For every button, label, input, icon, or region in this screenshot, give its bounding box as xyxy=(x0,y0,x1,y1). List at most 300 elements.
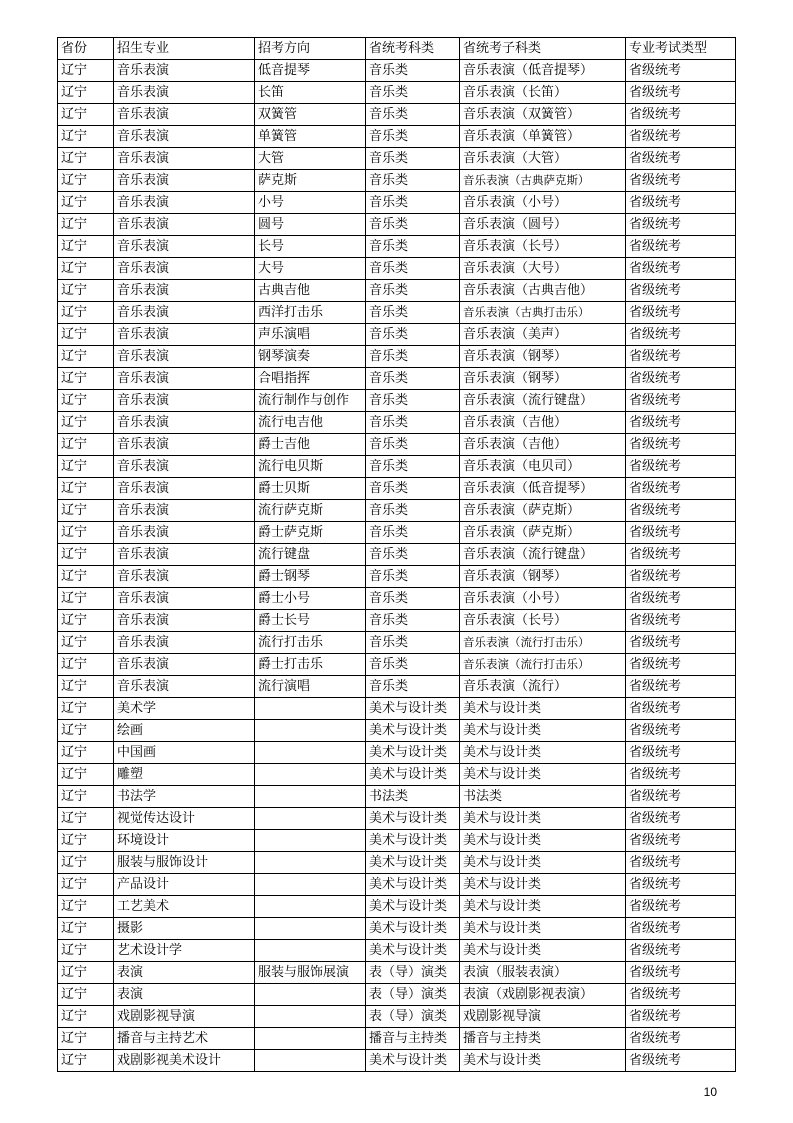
cell-province: 辽宁 xyxy=(58,192,114,214)
cell-major: 音乐表演 xyxy=(114,566,255,588)
cell-exam-type: 省级统考 xyxy=(626,720,736,742)
cell-major: 中国画 xyxy=(114,742,255,764)
cell-exam-subcategory: 音乐表演（钢琴） xyxy=(460,368,626,390)
cell-major: 音乐表演 xyxy=(114,390,255,412)
cell-direction: 合唱指挥 xyxy=(255,368,366,390)
cell-direction: 爵士贝斯 xyxy=(255,478,366,500)
header-province: 省份 xyxy=(58,38,114,60)
cell-province: 辽宁 xyxy=(58,478,114,500)
cell-exam-subcategory: 音乐表演（古典萨克斯） xyxy=(460,170,626,192)
table-row xyxy=(58,830,736,852)
cell-exam-type: 省级统考 xyxy=(626,346,736,368)
cell-province: 辽宁 xyxy=(58,1028,114,1050)
cell-exam-subcategory: 美术与设计类 xyxy=(460,940,626,962)
cell-province: 辽宁 xyxy=(58,852,114,874)
cell-major: 音乐表演 xyxy=(114,368,255,390)
cell-exam-type: 省级统考 xyxy=(626,302,736,324)
cell-major: 音乐表演 xyxy=(114,104,255,126)
cell-province: 辽宁 xyxy=(58,962,114,984)
cell-province: 辽宁 xyxy=(58,544,114,566)
cell-exam-subcategory: 音乐表演（吉他） xyxy=(460,412,626,434)
table-row xyxy=(58,280,736,302)
cell-province: 辽宁 xyxy=(58,60,114,82)
header-major: 招生专业 xyxy=(114,38,255,60)
cell-province: 辽宁 xyxy=(58,896,114,918)
cell-exam-category: 音乐类 xyxy=(366,192,460,214)
table-row xyxy=(58,940,736,962)
cell-major: 音乐表演 xyxy=(114,346,255,368)
header-direction: 招考方向 xyxy=(255,38,366,60)
table-header-row xyxy=(58,38,736,60)
cell-major: 工艺美术 xyxy=(114,896,255,918)
cell-exam-category: 表（导）演类 xyxy=(366,1006,460,1028)
cell-exam-type: 省级统考 xyxy=(626,390,736,412)
cell-major: 艺术设计学 xyxy=(114,940,255,962)
cell-direction xyxy=(255,808,366,830)
cell-exam-subcategory: 书法类 xyxy=(460,786,626,808)
table-row xyxy=(58,610,736,632)
cell-exam-category: 音乐类 xyxy=(366,522,460,544)
cell-exam-category: 美术与设计类 xyxy=(366,742,460,764)
cell-exam-category: 音乐类 xyxy=(366,368,460,390)
cell-province: 辽宁 xyxy=(58,632,114,654)
cell-major: 音乐表演 xyxy=(114,412,255,434)
cell-direction xyxy=(255,852,366,874)
cell-province: 辽宁 xyxy=(58,764,114,786)
cell-province: 辽宁 xyxy=(58,456,114,478)
cell-direction: 小号 xyxy=(255,192,366,214)
cell-direction: 服装与服饰展演 xyxy=(255,962,366,984)
cell-province: 辽宁 xyxy=(58,412,114,434)
cell-major: 音乐表演 xyxy=(114,324,255,346)
cell-exam-type: 省级统考 xyxy=(626,324,736,346)
table-row xyxy=(58,456,736,478)
cell-exam-type: 省级统考 xyxy=(626,544,736,566)
cell-exam-category: 音乐类 xyxy=(366,566,460,588)
cell-direction: 声乐演唱 xyxy=(255,324,366,346)
table-row xyxy=(58,60,736,82)
cell-exam-subcategory: 音乐表演（圆号） xyxy=(460,214,626,236)
cell-exam-type: 省级统考 xyxy=(626,522,736,544)
table-row xyxy=(58,764,736,786)
cell-direction xyxy=(255,1028,366,1050)
cell-exam-type: 省级统考 xyxy=(626,940,736,962)
cell-exam-type: 省级统考 xyxy=(626,632,736,654)
cell-exam-subcategory: 音乐表演（萨克斯） xyxy=(460,500,626,522)
cell-exam-category: 音乐类 xyxy=(366,104,460,126)
cell-major: 音乐表演 xyxy=(114,500,255,522)
table-row xyxy=(58,324,736,346)
cell-direction: 爵士钢琴 xyxy=(255,566,366,588)
table-row xyxy=(58,148,736,170)
cell-exam-subcategory: 美术与设计类 xyxy=(460,742,626,764)
cell-exam-category: 播音与主持类 xyxy=(366,1028,460,1050)
cell-exam-type: 省级统考 xyxy=(626,478,736,500)
cell-major: 美术学 xyxy=(114,698,255,720)
table-row xyxy=(58,654,736,676)
table-row xyxy=(58,852,736,874)
cell-exam-category: 音乐类 xyxy=(366,170,460,192)
cell-major: 音乐表演 xyxy=(114,302,255,324)
cell-province: 辽宁 xyxy=(58,390,114,412)
cell-exam-category: 音乐类 xyxy=(366,214,460,236)
cell-exam-type: 省级统考 xyxy=(626,500,736,522)
cell-province: 辽宁 xyxy=(58,940,114,962)
table-row xyxy=(58,698,736,720)
cell-exam-category: 音乐类 xyxy=(366,302,460,324)
cell-exam-category: 音乐类 xyxy=(366,390,460,412)
cell-exam-category: 美术与设计类 xyxy=(366,764,460,786)
cell-exam-type: 省级统考 xyxy=(626,280,736,302)
cell-major: 播音与主持艺术 xyxy=(114,1028,255,1050)
cell-direction xyxy=(255,720,366,742)
page-number: 10 xyxy=(703,1085,717,1099)
cell-province: 辽宁 xyxy=(58,566,114,588)
cell-major: 音乐表演 xyxy=(114,676,255,698)
cell-exam-category: 美术与设计类 xyxy=(366,698,460,720)
cell-province: 辽宁 xyxy=(58,742,114,764)
table-row xyxy=(58,104,736,126)
cell-exam-subcategory: 音乐表演（小号） xyxy=(460,192,626,214)
cell-exam-subcategory: 音乐表演（流行） xyxy=(460,676,626,698)
cell-direction: 双簧管 xyxy=(255,104,366,126)
cell-exam-category: 音乐类 xyxy=(366,588,460,610)
table-row xyxy=(58,962,736,984)
cell-direction: 大号 xyxy=(255,258,366,280)
cell-exam-type: 省级统考 xyxy=(626,368,736,390)
cell-direction: 西洋打击乐 xyxy=(255,302,366,324)
cell-province: 辽宁 xyxy=(58,280,114,302)
table-row xyxy=(58,742,736,764)
cell-province: 辽宁 xyxy=(58,236,114,258)
table-row xyxy=(58,676,736,698)
cell-province: 辽宁 xyxy=(58,1050,114,1072)
cell-province: 辽宁 xyxy=(58,874,114,896)
cell-direction xyxy=(255,786,366,808)
cell-direction: 爵士长号 xyxy=(255,610,366,632)
cell-direction: 流行制作与创作 xyxy=(255,390,366,412)
cell-exam-subcategory: 音乐表演（吉他） xyxy=(460,434,626,456)
cell-exam-category: 美术与设计类 xyxy=(366,852,460,874)
cell-major: 戏剧影视美术设计 xyxy=(114,1050,255,1072)
cell-province: 辽宁 xyxy=(58,720,114,742)
table-row xyxy=(58,1028,736,1050)
cell-exam-type: 省级统考 xyxy=(626,654,736,676)
table-row xyxy=(58,522,736,544)
cell-direction: 大管 xyxy=(255,148,366,170)
table-row xyxy=(58,236,736,258)
cell-direction: 流行电贝斯 xyxy=(255,456,366,478)
cell-exam-category: 美术与设计类 xyxy=(366,874,460,896)
cell-major: 音乐表演 xyxy=(114,60,255,82)
cell-exam-subcategory: 播音与主持类 xyxy=(460,1028,626,1050)
cell-exam-category: 表（导）演类 xyxy=(366,962,460,984)
cell-exam-type: 省级统考 xyxy=(626,126,736,148)
cell-exam-type: 省级统考 xyxy=(626,566,736,588)
cell-province: 辽宁 xyxy=(58,170,114,192)
cell-exam-subcategory: 美术与设计类 xyxy=(460,698,626,720)
cell-exam-subcategory: 美术与设计类 xyxy=(460,874,626,896)
cell-province: 辽宁 xyxy=(58,984,114,1006)
cell-province: 辽宁 xyxy=(58,918,114,940)
cell-exam-category: 美术与设计类 xyxy=(366,940,460,962)
cell-major: 雕塑 xyxy=(114,764,255,786)
cell-exam-type: 省级统考 xyxy=(626,764,736,786)
cell-province: 辽宁 xyxy=(58,346,114,368)
cell-exam-subcategory: 音乐表演（单簧管） xyxy=(460,126,626,148)
table-row xyxy=(58,786,736,808)
cell-direction xyxy=(255,764,366,786)
header-exam-type: 专业考试类型 xyxy=(626,38,736,60)
cell-exam-type: 省级统考 xyxy=(626,676,736,698)
cell-exam-category: 音乐类 xyxy=(366,610,460,632)
cell-major: 音乐表演 xyxy=(114,522,255,544)
cell-exam-subcategory: 音乐表演（古典吉他） xyxy=(460,280,626,302)
table-row xyxy=(58,720,736,742)
cell-exam-category: 音乐类 xyxy=(366,258,460,280)
cell-exam-type: 省级统考 xyxy=(626,698,736,720)
cell-major: 音乐表演 xyxy=(114,214,255,236)
cell-exam-category: 音乐类 xyxy=(366,500,460,522)
table-row xyxy=(58,632,736,654)
table-row xyxy=(58,412,736,434)
cell-exam-type: 省级统考 xyxy=(626,192,736,214)
cell-province: 辽宁 xyxy=(58,302,114,324)
cell-direction: 长号 xyxy=(255,236,366,258)
cell-exam-type: 省级统考 xyxy=(626,148,736,170)
cell-exam-subcategory: 音乐表演（流行打击乐） xyxy=(460,654,626,676)
cell-province: 辽宁 xyxy=(58,214,114,236)
cell-major: 视觉传达设计 xyxy=(114,808,255,830)
cell-exam-subcategory: 音乐表演（低音提琴） xyxy=(460,60,626,82)
cell-province: 辽宁 xyxy=(58,654,114,676)
cell-major: 音乐表演 xyxy=(114,192,255,214)
header-exam-category: 省统考科类 xyxy=(366,38,460,60)
table-row xyxy=(58,1050,736,1072)
cell-exam-type: 省级统考 xyxy=(626,214,736,236)
cell-direction xyxy=(255,698,366,720)
table-row xyxy=(58,192,736,214)
cell-major: 音乐表演 xyxy=(114,610,255,632)
cell-direction: 爵士小号 xyxy=(255,588,366,610)
cell-major: 摄影 xyxy=(114,918,255,940)
cell-direction xyxy=(255,742,366,764)
cell-exam-category: 表（导）演类 xyxy=(366,984,460,1006)
table-row xyxy=(58,434,736,456)
cell-exam-subcategory: 音乐表演（流行键盘） xyxy=(460,390,626,412)
cell-direction: 流行打击乐 xyxy=(255,632,366,654)
cell-major: 音乐表演 xyxy=(114,170,255,192)
cell-province: 辽宁 xyxy=(58,610,114,632)
cell-province: 辽宁 xyxy=(58,148,114,170)
cell-direction xyxy=(255,896,366,918)
cell-province: 辽宁 xyxy=(58,808,114,830)
cell-exam-category: 音乐类 xyxy=(366,148,460,170)
cell-exam-subcategory: 音乐表演（流行键盘） xyxy=(460,544,626,566)
cell-exam-category: 美术与设计类 xyxy=(366,808,460,830)
table-row xyxy=(58,258,736,280)
cell-exam-subcategory: 美术与设计类 xyxy=(460,830,626,852)
cell-exam-subcategory: 美术与设计类 xyxy=(460,896,626,918)
table-row xyxy=(58,368,736,390)
cell-exam-subcategory: 美术与设计类 xyxy=(460,764,626,786)
cell-exam-category: 音乐类 xyxy=(366,654,460,676)
cell-exam-category: 音乐类 xyxy=(366,346,460,368)
cell-exam-subcategory: 音乐表演（长号） xyxy=(460,610,626,632)
header-exam-subcategory: 省统考子科类 xyxy=(460,38,626,60)
cell-exam-type: 省级统考 xyxy=(626,610,736,632)
table-row xyxy=(58,82,736,104)
cell-direction: 圆号 xyxy=(255,214,366,236)
cell-province: 辽宁 xyxy=(58,324,114,346)
cell-major: 音乐表演 xyxy=(114,654,255,676)
cell-exam-type: 省级统考 xyxy=(626,1006,736,1028)
cell-direction: 流行键盘 xyxy=(255,544,366,566)
table-row xyxy=(58,544,736,566)
cell-major: 音乐表演 xyxy=(114,236,255,258)
table-row xyxy=(58,214,736,236)
cell-direction xyxy=(255,1006,366,1028)
table-row xyxy=(58,808,736,830)
cell-exam-category: 美术与设计类 xyxy=(366,720,460,742)
cell-direction xyxy=(255,984,366,1006)
cell-exam-type: 省级统考 xyxy=(626,830,736,852)
cell-direction: 单簧管 xyxy=(255,126,366,148)
cell-major: 音乐表演 xyxy=(114,148,255,170)
cell-exam-type: 省级统考 xyxy=(626,852,736,874)
cell-province: 辽宁 xyxy=(58,522,114,544)
cell-major: 表演 xyxy=(114,962,255,984)
cell-exam-subcategory: 音乐表演（古典打击乐） xyxy=(460,302,626,324)
cell-direction: 流行电吉他 xyxy=(255,412,366,434)
table-row xyxy=(58,918,736,940)
cell-exam-category: 美术与设计类 xyxy=(366,830,460,852)
cell-major: 音乐表演 xyxy=(114,456,255,478)
cell-exam-category: 书法类 xyxy=(366,786,460,808)
table-row xyxy=(58,478,736,500)
cell-province: 辽宁 xyxy=(58,830,114,852)
cell-exam-subcategory: 表演（戏剧影视表演） xyxy=(460,984,626,1006)
cell-exam-subcategory: 美术与设计类 xyxy=(460,852,626,874)
cell-major: 音乐表演 xyxy=(114,258,255,280)
cell-major: 音乐表演 xyxy=(114,632,255,654)
cell-direction: 流行萨克斯 xyxy=(255,500,366,522)
cell-direction xyxy=(255,1050,366,1072)
table-row xyxy=(58,984,736,1006)
cell-direction: 爵士萨克斯 xyxy=(255,522,366,544)
cell-province: 辽宁 xyxy=(58,368,114,390)
cell-exam-subcategory: 音乐表演（美声） xyxy=(460,324,626,346)
cell-exam-subcategory: 美术与设计类 xyxy=(460,1050,626,1072)
table-row xyxy=(58,390,736,412)
cell-major: 音乐表演 xyxy=(114,434,255,456)
cell-direction: 古典吉他 xyxy=(255,280,366,302)
cell-exam-category: 音乐类 xyxy=(366,434,460,456)
cell-exam-type: 省级统考 xyxy=(626,456,736,478)
table-row xyxy=(58,566,736,588)
cell-direction: 流行演唱 xyxy=(255,676,366,698)
cell-major: 绘画 xyxy=(114,720,255,742)
cell-province: 辽宁 xyxy=(58,676,114,698)
cell-direction: 爵士吉他 xyxy=(255,434,366,456)
cell-major: 书法学 xyxy=(114,786,255,808)
cell-exam-subcategory: 音乐表演（双簧管） xyxy=(460,104,626,126)
admissions-table xyxy=(57,37,736,1072)
cell-exam-category: 美术与设计类 xyxy=(366,896,460,918)
cell-exam-type: 省级统考 xyxy=(626,808,736,830)
cell-exam-category: 音乐类 xyxy=(366,478,460,500)
cell-major: 音乐表演 xyxy=(114,588,255,610)
cell-major: 戏剧影视导演 xyxy=(114,1006,255,1028)
cell-province: 辽宁 xyxy=(58,434,114,456)
cell-exam-subcategory: 音乐表演（钢琴） xyxy=(460,566,626,588)
cell-exam-category: 音乐类 xyxy=(366,236,460,258)
cell-exam-category: 音乐类 xyxy=(366,60,460,82)
cell-exam-subcategory: 美术与设计类 xyxy=(460,720,626,742)
cell-exam-type: 省级统考 xyxy=(626,412,736,434)
table-row xyxy=(58,170,736,192)
cell-province: 辽宁 xyxy=(58,500,114,522)
cell-exam-category: 音乐类 xyxy=(366,456,460,478)
cell-major: 音乐表演 xyxy=(114,478,255,500)
cell-direction xyxy=(255,918,366,940)
cell-direction xyxy=(255,830,366,852)
cell-exam-subcategory: 音乐表演（流行打击乐） xyxy=(460,632,626,654)
table-row xyxy=(58,874,736,896)
cell-direction: 低音提琴 xyxy=(255,60,366,82)
cell-exam-subcategory: 音乐表演（钢琴） xyxy=(460,346,626,368)
cell-province: 辽宁 xyxy=(58,786,114,808)
cell-major: 音乐表演 xyxy=(114,280,255,302)
cell-exam-type: 省级统考 xyxy=(626,104,736,126)
cell-exam-subcategory: 美术与设计类 xyxy=(460,808,626,830)
cell-major: 音乐表演 xyxy=(114,82,255,104)
cell-exam-type: 省级统考 xyxy=(626,236,736,258)
cell-exam-type: 省级统考 xyxy=(626,82,736,104)
cell-exam-type: 省级统考 xyxy=(626,170,736,192)
cell-exam-category: 音乐类 xyxy=(366,676,460,698)
cell-province: 辽宁 xyxy=(58,126,114,148)
cell-exam-category: 音乐类 xyxy=(366,126,460,148)
cell-exam-subcategory: 音乐表演（小号） xyxy=(460,588,626,610)
cell-exam-type: 省级统考 xyxy=(626,962,736,984)
cell-province: 辽宁 xyxy=(58,258,114,280)
cell-direction xyxy=(255,940,366,962)
cell-exam-type: 省级统考 xyxy=(626,1050,736,1072)
cell-exam-type: 省级统考 xyxy=(626,588,736,610)
cell-province: 辽宁 xyxy=(58,1006,114,1028)
table-row xyxy=(58,500,736,522)
cell-exam-type: 省级统考 xyxy=(626,918,736,940)
cell-exam-type: 省级统考 xyxy=(626,896,736,918)
cell-exam-subcategory: 音乐表演（大号） xyxy=(460,258,626,280)
cell-direction: 爵士打击乐 xyxy=(255,654,366,676)
cell-exam-subcategory: 音乐表演（长号） xyxy=(460,236,626,258)
cell-exam-category: 音乐类 xyxy=(366,632,460,654)
cell-exam-type: 省级统考 xyxy=(626,1028,736,1050)
cell-exam-subcategory: 音乐表演（长笛） xyxy=(460,82,626,104)
cell-exam-category: 音乐类 xyxy=(366,544,460,566)
cell-exam-subcategory: 表演（服装表演） xyxy=(460,962,626,984)
cell-province: 辽宁 xyxy=(58,104,114,126)
cell-major: 表演 xyxy=(114,984,255,1006)
cell-direction xyxy=(255,874,366,896)
cell-province: 辽宁 xyxy=(58,82,114,104)
cell-exam-type: 省级统考 xyxy=(626,786,736,808)
table-row xyxy=(58,588,736,610)
table-row xyxy=(58,1006,736,1028)
cell-direction: 长笛 xyxy=(255,82,366,104)
